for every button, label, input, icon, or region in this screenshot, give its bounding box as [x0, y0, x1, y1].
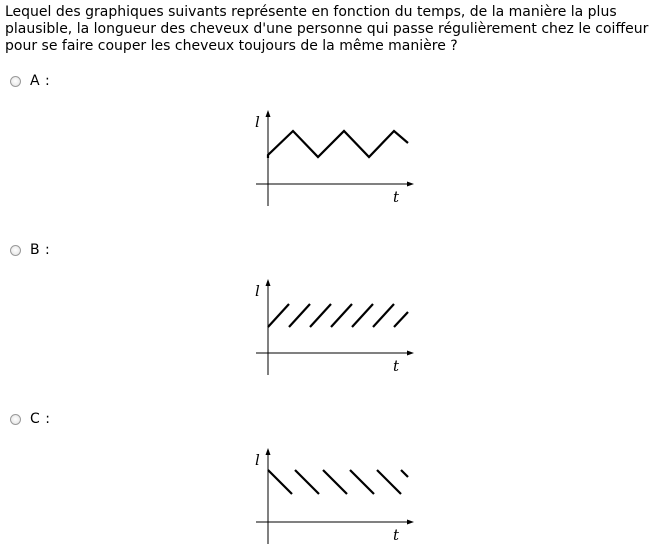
option-b[interactable]: [10, 242, 50, 258]
graph-a-y-label: l: [255, 113, 260, 131]
option-c[interactable]: [10, 411, 50, 427]
graph-a-x-arrow: [407, 182, 414, 187]
option-c-label: C :: [30, 411, 51, 427]
graph-b-segment: [289, 304, 310, 327]
graph-c-x-arrow: [407, 520, 414, 525]
radio-button-a[interactable]: [10, 76, 21, 87]
graph-b-segment: [310, 304, 331, 327]
radio-button-b[interactable]: [10, 245, 21, 256]
graph-b-y-arrow: [266, 279, 271, 286]
graph-b-segment: [394, 312, 408, 327]
graph-b-segment: [331, 304, 352, 327]
graph-a-curve: [268, 131, 408, 158]
graph-c-segment: [295, 470, 319, 494]
option-a-label: A :: [30, 73, 51, 89]
graph-c-segment: [268, 470, 292, 494]
graph-c-segment: [377, 470, 401, 494]
graph-a: [248, 108, 418, 208]
graph-b-curve: [268, 304, 408, 327]
option-b-label: B :: [30, 242, 51, 258]
graph-c-segment: [323, 470, 347, 494]
graph-c-y-label: l: [255, 451, 260, 469]
radio-button-c[interactable]: [10, 414, 21, 425]
graph-b-segment: [352, 304, 373, 327]
graph-c-x-label: t: [393, 526, 400, 544]
graph-c: [248, 446, 418, 546]
option-a[interactable]: [10, 73, 50, 89]
graph-b-x-arrow: [407, 351, 414, 356]
graph-b-y-label: l: [255, 282, 260, 300]
graph-c-segment: [350, 470, 374, 494]
graph-b-segment: [268, 304, 289, 327]
graph-c-curve: [268, 470, 408, 494]
graph-b-x-label: t: [393, 357, 400, 375]
graph-b-segment: [373, 304, 394, 327]
graph-c-y-arrow: [266, 448, 271, 455]
question-text: Lequel des graphiques suivants représente en fonction du temps, de la manière la plus plausible, la longueur des cheveux d'une personne qui passe régulièrement chez le coiffeur pour se faire couper les cheveux toujours de la même manière ?: [5, 4, 649, 54]
graph-a-x-label: t: [393, 188, 400, 206]
graph-b: [248, 277, 418, 377]
graph-a-y-arrow: [266, 110, 271, 117]
graph-c-segment: [401, 470, 408, 477]
